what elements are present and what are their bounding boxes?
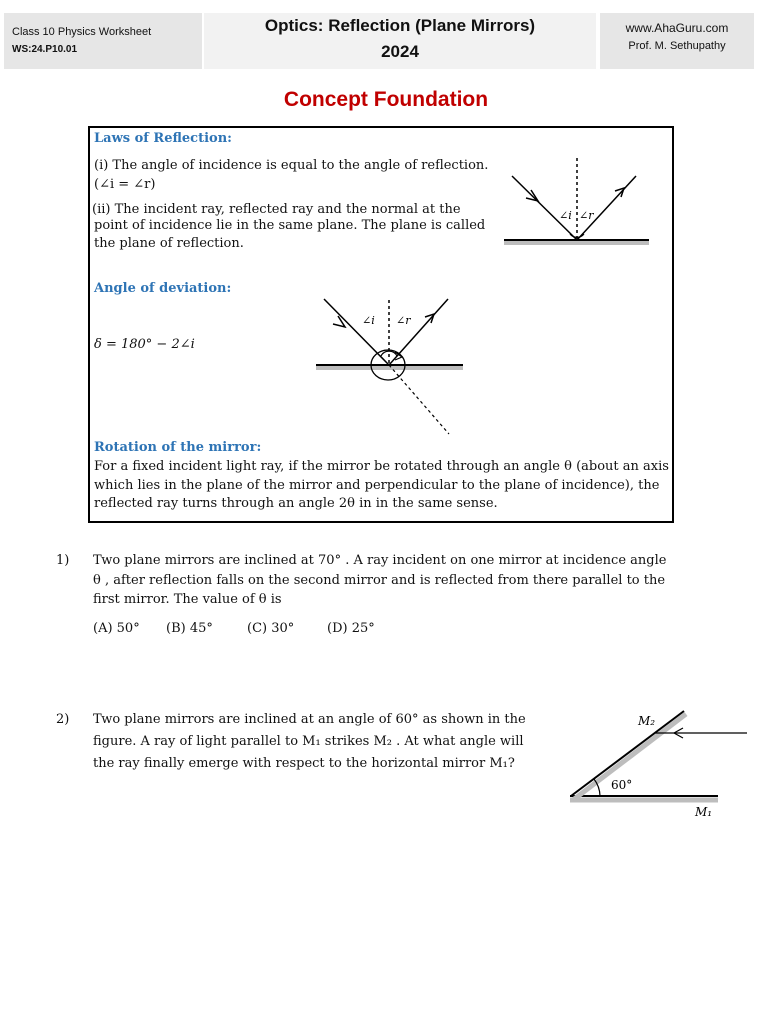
law1-line2: (∠i = ∠r) — [94, 177, 156, 192]
website-link[interactable]: www.AhaGuru.com — [625, 21, 729, 35]
header-left-panel — [4, 13, 202, 69]
fig-angle-label: 60° — [611, 778, 633, 792]
fig-label-m1: M₁ — [695, 805, 713, 819]
rotation-line3: reflected ray turns through an angle 2θ in in the same sense. — [94, 496, 498, 511]
law2-line3: the plane of reflection. — [94, 236, 244, 251]
law1-line1: (i) The angle of incidence is equal to the angle of reflection. — [94, 158, 489, 173]
reflected-ray — [577, 176, 636, 240]
rotation-line2: which lies in the plane of the mirror and perpendicular to the plane of incidence), the — [94, 478, 660, 493]
rotation-line1: For a fixed incident light ray, if the mirror be rotated through an angle θ (about an axis — [94, 459, 669, 474]
q1-line1: Two plane mirrors are inclined at 70° . A ray incident on one mirror at incidence angle — [93, 553, 667, 568]
deviation-diagram — [312, 296, 472, 438]
fig1-angle-r: ∠r — [579, 209, 594, 222]
law2-line2: point of incidence lie in the same plane. The plane is called — [94, 218, 486, 233]
fig1-angle-i: ∠i — [559, 209, 572, 222]
page-year: 2024 — [381, 42, 419, 61]
deviation-heading: Angle of deviation: — [94, 281, 232, 296]
q2-number: 2) — [56, 712, 70, 727]
rotation-heading: Rotation of the mirror: — [94, 440, 262, 455]
header-title-panel — [204, 13, 596, 69]
laws-heading: Laws of Reflection: — [94, 131, 232, 146]
deviation-formula: δ = 180° − 2∠i — [94, 337, 195, 352]
reflected-arrow-icon — [615, 188, 624, 197]
q1-option-d: (D) 25° — [327, 621, 375, 636]
incident-ray — [324, 299, 389, 365]
q1-line3: first mirror. The value of θ is — [93, 592, 282, 607]
fig2-angle-r: ∠r — [396, 314, 411, 327]
incident-ray — [512, 176, 577, 240]
q2-line2: figure. A ray of light parallel to M₁ strikes M₂ . At what angle will — [93, 734, 524, 749]
q1-number: 1) — [56, 553, 70, 568]
fig-label-m2: M₂ — [638, 714, 656, 728]
worksheet-class: Class 10 Physics Worksheet — [12, 26, 152, 38]
worksheet-code: WS:24.P10.01 — [12, 44, 78, 55]
fig2-angle-i: ∠i — [362, 314, 375, 327]
q2-line1: Two plane mirrors are inclined at an angle of 60° as shown in the — [93, 712, 526, 727]
q1-option-a: (A) 50° — [93, 621, 140, 636]
q1-option-c: (C) 30° — [247, 621, 295, 636]
q1-option-b: (B) 45° — [166, 621, 213, 636]
inclined-mirrors-diagram — [560, 705, 760, 825]
concept-box — [88, 126, 674, 523]
concept-heading: Concept Foundation — [283, 88, 489, 111]
author-name: Prof. M. Sethupathy — [628, 40, 726, 52]
q1-line2: θ , after reflection falls on the second mirror and is reflected from there parallel to the — [93, 573, 666, 588]
reflection-diagram — [500, 154, 660, 249]
reflected-ray — [389, 299, 448, 365]
law2-line1: (ii) The incident ray, reflected ray and the normal at the — [92, 202, 461, 217]
header-right-panel — [600, 13, 754, 69]
extended-ray — [389, 365, 449, 434]
q2-line3: the ray finally emerge with respect to the horizontal mirror M₁? — [93, 756, 515, 771]
page-title: Optics: Reflection (Plane Mirrors) — [264, 16, 536, 35]
